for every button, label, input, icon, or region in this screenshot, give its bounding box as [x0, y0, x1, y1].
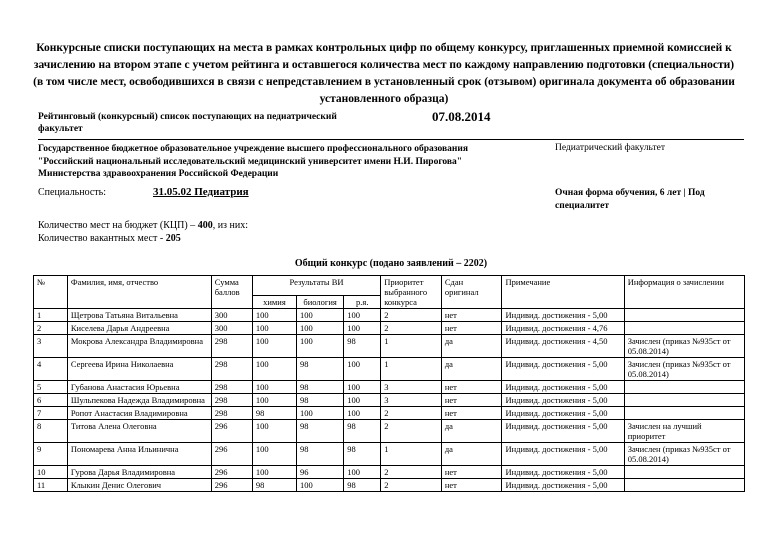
table-row	[34, 381, 745, 394]
budget-seats-value: 400	[197, 220, 213, 231]
cell-rus: 100	[344, 394, 381, 407]
cell-chem: 100	[252, 443, 296, 466]
cell-priority: 2	[381, 466, 442, 479]
cell-bio: 100	[297, 309, 344, 322]
cell-total: 298	[211, 394, 252, 407]
cell-original: нет	[441, 322, 502, 335]
cell-num: 7	[34, 407, 68, 420]
cell-name: Щетрова Татьяна Витальевна	[67, 309, 211, 322]
cell-chem: 100	[252, 420, 296, 443]
header-total: Сумма баллов	[211, 276, 252, 309]
cell-priority: 2	[381, 309, 442, 322]
cell-bio: 98	[297, 443, 344, 466]
cell-rus: 100	[344, 358, 381, 381]
cell-original: нет	[441, 479, 502, 492]
cell-total: 296	[211, 443, 252, 466]
seat-counts	[38, 220, 248, 245]
header-rus: р.я.	[344, 295, 381, 308]
study-form: Очная форма обучения, 6 лет | Под специалитет	[555, 188, 705, 211]
cell-num: 6	[34, 394, 68, 407]
cell-note: Индивид. достижения - 5,00	[502, 358, 624, 381]
cell-num: 11	[34, 479, 68, 492]
cell-priority: 1	[381, 443, 442, 466]
cell-priority: 1	[381, 358, 442, 381]
cell-info	[624, 407, 744, 420]
cell-rus: 100	[344, 309, 381, 322]
cell-rus: 98	[344, 443, 381, 466]
cell-original: нет	[441, 394, 502, 407]
applicants-table	[33, 275, 745, 492]
cell-chem: 100	[252, 466, 296, 479]
cell-rus: 98	[344, 335, 381, 358]
cell-rus: 100	[344, 322, 381, 335]
header-num: №	[34, 276, 68, 309]
vacant-seats-line: Количество вакантных мест - 205	[38, 232, 181, 244]
cell-priority: 2	[381, 420, 442, 443]
cell-info	[624, 394, 744, 407]
cell-priority: 3	[381, 394, 442, 407]
cell-priority: 1	[381, 335, 442, 358]
cell-num: 1	[34, 309, 68, 322]
table-row	[34, 358, 745, 381]
specialty-label: Специальность:	[38, 187, 106, 198]
list-date: 07.08.2014	[432, 109, 491, 124]
cell-bio: 100	[297, 335, 344, 358]
cell-note: Индивид. достижения - 4,50	[502, 335, 624, 358]
cell-num: 4	[34, 358, 68, 381]
cell-num: 10	[34, 466, 68, 479]
cell-total: 298	[211, 407, 252, 420]
table-row	[34, 335, 745, 358]
cell-rus: 98	[344, 420, 381, 443]
cell-total: 296	[211, 479, 252, 492]
vacant-seats-value: 205	[165, 232, 181, 244]
cell-info: Зачислен (приказ №935ст от 05.08.2014)	[624, 443, 744, 466]
cell-info	[624, 479, 744, 492]
cell-num: 8	[34, 420, 68, 443]
cell-rus: 100	[344, 407, 381, 420]
table-row	[34, 466, 745, 479]
cell-priority: 2	[381, 479, 442, 492]
cell-name: Гурова Дарья Владимировна	[67, 466, 211, 479]
specialty-value: 31.05.02 Педиатрия	[153, 186, 249, 198]
table-row	[34, 443, 745, 466]
table-row	[34, 322, 745, 335]
cell-name: Пономарева Анна Ильинична	[67, 443, 211, 466]
cell-original: нет	[441, 309, 502, 322]
cell-info: Зачислен (приказ №935ст от 05.08.2014)	[624, 358, 744, 381]
cell-num: 3	[34, 335, 68, 358]
cell-name: Титова Алена Олеговна	[67, 420, 211, 443]
cell-bio: 98	[297, 394, 344, 407]
cell-total: 298	[211, 335, 252, 358]
cell-rus: 98	[344, 479, 381, 492]
table-row	[34, 309, 745, 322]
cell-bio: 100	[297, 407, 344, 420]
cell-info	[624, 381, 744, 394]
cell-original: нет	[441, 381, 502, 394]
cell-info	[624, 322, 744, 335]
cell-note: Индивид. достижения - 5,00	[502, 420, 624, 443]
cell-rus: 100	[344, 466, 381, 479]
cell-total: 300	[211, 309, 252, 322]
cell-name: Шульпекова Надежда Владимировна	[67, 394, 211, 407]
cell-note: Индивид. достижения - 4,76	[502, 322, 624, 335]
cell-chem: 100	[252, 322, 296, 335]
cell-note: Индивид. достижения - 5,00	[502, 309, 624, 322]
cell-name: Мокрова Александра Владимировна	[67, 335, 211, 358]
cell-note: Индивид. достижения - 5,00	[502, 479, 624, 492]
cell-name: Губанова Анастасия Юрьевна	[67, 381, 211, 394]
cell-name: Ропот Анастасия Владимировна	[67, 407, 211, 420]
cell-note: Индивид. достижения - 5,00	[502, 381, 624, 394]
cell-chem: 100	[252, 335, 296, 358]
cell-bio: 100	[297, 322, 344, 335]
cell-chem: 98	[252, 407, 296, 420]
header-priority: Приоритет выбранного конкурса	[381, 276, 442, 309]
table-row	[34, 394, 745, 407]
cell-name: Киселева Дарья Андреевна	[67, 322, 211, 335]
cell-num: 9	[34, 443, 68, 466]
cell-info	[624, 309, 744, 322]
cell-info: Зачислен на лучший приоритет	[624, 420, 744, 443]
cell-bio: 98	[297, 381, 344, 394]
cell-num: 5	[34, 381, 68, 394]
cell-info: Зачислен (приказ №935ст от 05.08.2014)	[624, 335, 744, 358]
cell-chem: 98	[252, 479, 296, 492]
cell-num: 2	[34, 322, 68, 335]
cell-original: нет	[441, 466, 502, 479]
table-row	[34, 479, 745, 492]
cell-bio: 98	[297, 358, 344, 381]
cell-priority: 2	[381, 322, 442, 335]
rating-list-label: Рейтинговый (конкурсный) список поступающих на педиатрический факультет	[38, 112, 337, 134]
contest-title: Общий конкурс (подано заявлений – 2202)	[294, 258, 488, 269]
cell-info	[624, 466, 744, 479]
header-results: Результаты ВИ	[252, 276, 380, 296]
cell-rus: 100	[344, 381, 381, 394]
document-title: Конкурсные списки поступающих на места в рамках контрольных цифр по общему конкурсу, приглашенных приемной комиссией к зачислению на втором этапе с учетом рейтинга и оставшегося количества мест по каждому направлению подготовки (специальности) (в том числе мест, освободившихся в связи с непредставлением в установленный срок (отзывом) оригинала документа об образовании установленного образца)	[33, 42, 735, 105]
divider	[38, 139, 744, 140]
faculty-name: Педиатрический факультет	[555, 143, 665, 153]
header-bio: биология	[297, 295, 344, 308]
cell-chem: 100	[252, 309, 296, 322]
cell-bio: 96	[297, 466, 344, 479]
table-row	[34, 407, 745, 420]
table-row	[34, 420, 745, 443]
cell-chem: 100	[252, 394, 296, 407]
cell-original: нет	[441, 407, 502, 420]
cell-note: Индивид. достижения - 5,00	[502, 394, 624, 407]
cell-total: 298	[211, 381, 252, 394]
cell-priority: 2	[381, 407, 442, 420]
cell-name: Клыкин Денис Олегович	[67, 479, 211, 492]
cell-name: Сергеева Ирина Николаевна	[67, 358, 211, 381]
header-info: Информация о зачислении	[624, 276, 744, 309]
cell-original: да	[441, 420, 502, 443]
organization-name: Государственное бюджетное образовательное учреждение высшего профессионального образования "Российский национальный исследовательский медицинский университет имени Н.И. Пирогова" Министерства здравоохранения Российской Федерации	[38, 144, 468, 179]
header-original: Сдан оригинал	[441, 276, 502, 309]
header-name: Фамилия, имя, отчество	[67, 276, 211, 309]
cell-chem: 100	[252, 381, 296, 394]
cell-note: Индивид. достижения - 5,00	[502, 466, 624, 479]
cell-note: Индивид. достижения - 5,00	[502, 407, 624, 420]
cell-original: да	[441, 335, 502, 358]
cell-original: да	[441, 443, 502, 466]
cell-chem: 100	[252, 358, 296, 381]
cell-total: 296	[211, 420, 252, 443]
cell-bio: 100	[297, 479, 344, 492]
cell-note: Индивид. достижения - 5,00	[502, 443, 624, 466]
cell-total: 298	[211, 358, 252, 381]
cell-original: да	[441, 358, 502, 381]
budget-seats-line: Количество мест на бюджет (КЦП) – 400, из них:	[38, 220, 248, 231]
header-note: Примечание	[502, 276, 624, 309]
header-chem: химия	[252, 295, 296, 308]
cell-total: 300	[211, 322, 252, 335]
cell-bio: 98	[297, 420, 344, 443]
cell-total: 296	[211, 466, 252, 479]
cell-priority: 3	[381, 381, 442, 394]
